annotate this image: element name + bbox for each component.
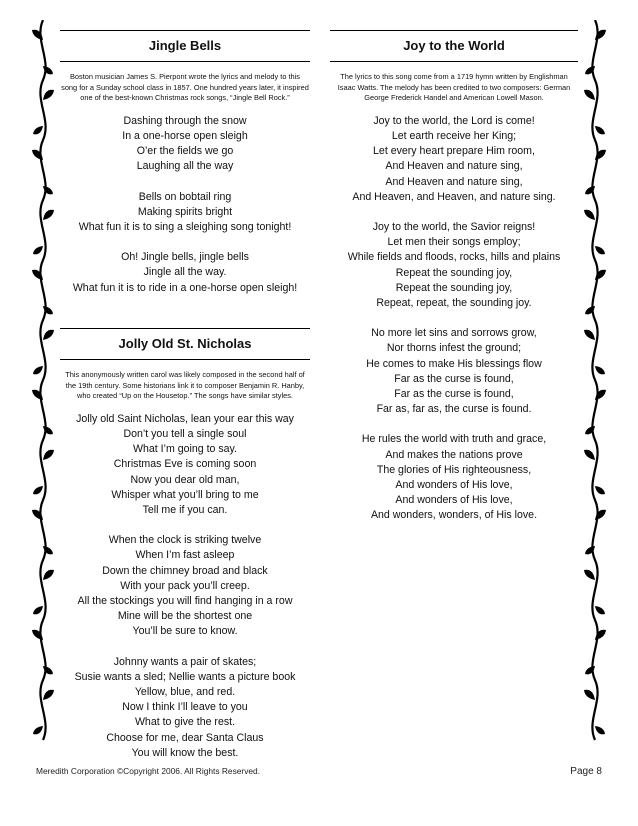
leaf-icon [584, 570, 595, 580]
lyric-line: You will know the best. [131, 746, 239, 759]
lyric-line: What to give the rest. [134, 716, 236, 729]
lyric-line: Susie wants a sled; Nellie wants a picture book [74, 670, 296, 683]
lyric-line: And makes the nations prove [385, 448, 523, 461]
leaf-icon [43, 210, 54, 220]
lyric-line: Mine will be the shortest one [117, 610, 253, 623]
song-intro [60, 72, 310, 104]
leaf-icon [33, 726, 43, 734]
lyric-line: And wonders of His love, [395, 479, 513, 492]
title-rule-top [60, 30, 310, 31]
leaf-icon [43, 330, 54, 340]
title-rule-bottom [330, 61, 578, 62]
leaf-icon [595, 246, 605, 254]
lyric-line: Now I think I’ll leave to you [122, 701, 248, 714]
leaf-icon [595, 486, 605, 494]
lyric-line: Tell me if you can. [142, 504, 228, 516]
leaf-icon [33, 126, 43, 134]
song-intro [60, 370, 310, 402]
jolly-old-st-nicholas-section [60, 328, 310, 776]
lyric-line: What fun it is to sing a sleighing song tonight! [78, 221, 292, 233]
intro-line: The lyrics to this song come from a 1719 hymn written by Englishman [340, 72, 568, 81]
leaf-icon [43, 450, 54, 460]
leaf-icon [584, 330, 595, 340]
lyric-line: And Heaven and nature sing, [385, 160, 523, 173]
title-rule-top [60, 328, 310, 329]
title-rule-top [330, 30, 578, 31]
lyric-line: Far as the curse is found, [394, 372, 514, 385]
lyric-line: Let men their songs employ; [387, 236, 521, 249]
lyric-line: When the clock is striking twelve [108, 534, 262, 547]
intro-line: This anonymously written carol was likely composed in the second half of [65, 370, 305, 379]
lyric-line: Far as the curse is found, [394, 388, 514, 401]
verse [330, 432, 578, 523]
song-title: Jolly Old St. Nicholas [118, 336, 252, 351]
leaf-icon [595, 366, 605, 374]
title-rule-bottom [60, 359, 310, 360]
page-number: Page 8 [570, 766, 602, 777]
verse [60, 114, 310, 175]
lyric-line: Let earth receive her King; [391, 129, 517, 142]
lyric-line: Dashing through the snow [123, 114, 247, 127]
lyric-line: Oh! Jingle bells, jingle bells [121, 251, 249, 264]
lyric-line: Whisper what you’ll bring to me [111, 488, 259, 501]
lyric-line: Repeat the sounding joy, [395, 266, 513, 279]
verse [330, 326, 578, 417]
intro-line: George Frederick Handel and American Lowell Mason. [364, 93, 544, 103]
lyric-line: Bells on bobtail ring [138, 190, 232, 203]
leaf-icon [595, 606, 605, 614]
lyric-line: Johnny wants a pair of skates; [113, 655, 257, 668]
intro-line: song for a Sunday school class in 1857. One hundred years later, it inspired [61, 82, 309, 92]
leaf-icon [33, 246, 43, 254]
lyric-line: Christmas Eve is coming soon [113, 458, 257, 471]
lyric-line: And Heaven, and Heaven, and nature sing. [352, 190, 556, 203]
intro-line: one of the best-known Christmas rock songs, “Jingle Bell Rock.” [80, 93, 290, 103]
leaf-icon [43, 90, 54, 100]
lyric-line: Choose for me, dear Santa Claus [106, 731, 264, 744]
lyric-line: O’er the fields we go [136, 145, 234, 158]
song-title: Jingle Bells [148, 38, 222, 53]
lyric-line: Jolly old Saint Nicholas, lean your ear this way [76, 412, 294, 425]
lyric-line: Repeat, repeat, the sounding joy. [376, 297, 532, 310]
lyric-line: Joy to the world, the Lord is come! [373, 114, 535, 127]
intro-line: who created “Up on the Housetop.” The songs have similar styles. [77, 391, 293, 401]
leaf-icon [43, 570, 54, 580]
lyric-line: In a one-horse open sleigh [122, 129, 248, 142]
verse [60, 412, 310, 518]
lyric-line: Nor thorns infest the ground; [386, 342, 522, 355]
verse [60, 250, 310, 296]
left-vine-border-icon [30, 20, 56, 760]
leaf-icon [595, 726, 605, 734]
lyric-line: With your pack you’ll creep. [120, 579, 250, 592]
lyric-line: And wonders of His love, [395, 494, 513, 507]
lyric-line: When I’m fast asleep [135, 549, 235, 562]
leaf-icon [584, 210, 595, 220]
intro-line: Isaac Watts. The melody has been credited to two composers: German [337, 82, 571, 92]
lyric-line: And Heaven and nature sing, [385, 175, 523, 188]
lyric-line: You’ll be sure to know. [132, 625, 238, 638]
lyric-line: Now you dear old man, [130, 473, 240, 486]
lyric-line: No more let sins and sorrows grow, [371, 327, 537, 340]
lyric-line: Laughing all the way [136, 160, 234, 173]
lyric-line: Joy to the world, the Savior reigns! [372, 221, 536, 233]
lyric-line: While fields and floods, rocks, hills and plains [347, 251, 561, 264]
lyric-line: Far as, far as, the curse is found. [376, 403, 532, 416]
joy-to-the-world-section [330, 30, 578, 539]
lyric-line: Jingle all the way. [143, 266, 227, 279]
lyric-line: Yellow, blue, and red. [134, 686, 236, 699]
leaf-icon [33, 366, 43, 374]
verse [60, 533, 310, 639]
song-intro [330, 72, 578, 104]
jingle-bells-section [60, 30, 310, 311]
lyric-line: All the stockings you will find hanging in a row [77, 595, 293, 608]
leaf-icon [33, 486, 43, 494]
lyric-line: Repeat the sounding joy, [395, 281, 513, 294]
leaf-icon [584, 450, 595, 460]
lyric-line: Let every heart prepare Him room, [373, 145, 535, 158]
leaf-icon [43, 690, 54, 700]
verse [60, 655, 310, 761]
verse [330, 114, 578, 205]
lyric-line: What fun it is to ride in a one-horse open sleigh! [72, 281, 298, 294]
right-vine-border-icon [582, 20, 608, 760]
footer-copyright: Meredith Corporation ©Copyright 2006. All Rights Reserved. [36, 766, 261, 776]
intro-line: the 19th century. Some historians link it to composer Benjamin R. Hanby, [65, 380, 305, 390]
leaf-icon [595, 126, 605, 134]
lyric-line: The glories of His righteousness, [376, 463, 532, 476]
lyric-line: Making spirits bright [137, 205, 233, 218]
lyric-line: What I’m going to say. [132, 443, 238, 456]
lyric-line: Down the chimney broad and black [102, 564, 268, 577]
leaf-icon [584, 690, 595, 700]
leaf-icon [33, 606, 43, 614]
title-rule-bottom [60, 61, 310, 62]
leaf-icon [584, 90, 595, 100]
lyric-line: Don’t you tell a single soul [123, 427, 247, 440]
lyric-line: He comes to make His blessings flow [366, 357, 542, 370]
verse [330, 220, 578, 311]
intro-line: Boston musician James S. Pierpont wrote the lyrics and melody to this [69, 72, 301, 81]
lyric-line: He rules the world with truth and grace, [361, 433, 547, 446]
lyric-line: And wonders, wonders, of His love. [370, 509, 538, 522]
song-title: Joy to the World [403, 38, 505, 53]
verse [60, 190, 310, 236]
